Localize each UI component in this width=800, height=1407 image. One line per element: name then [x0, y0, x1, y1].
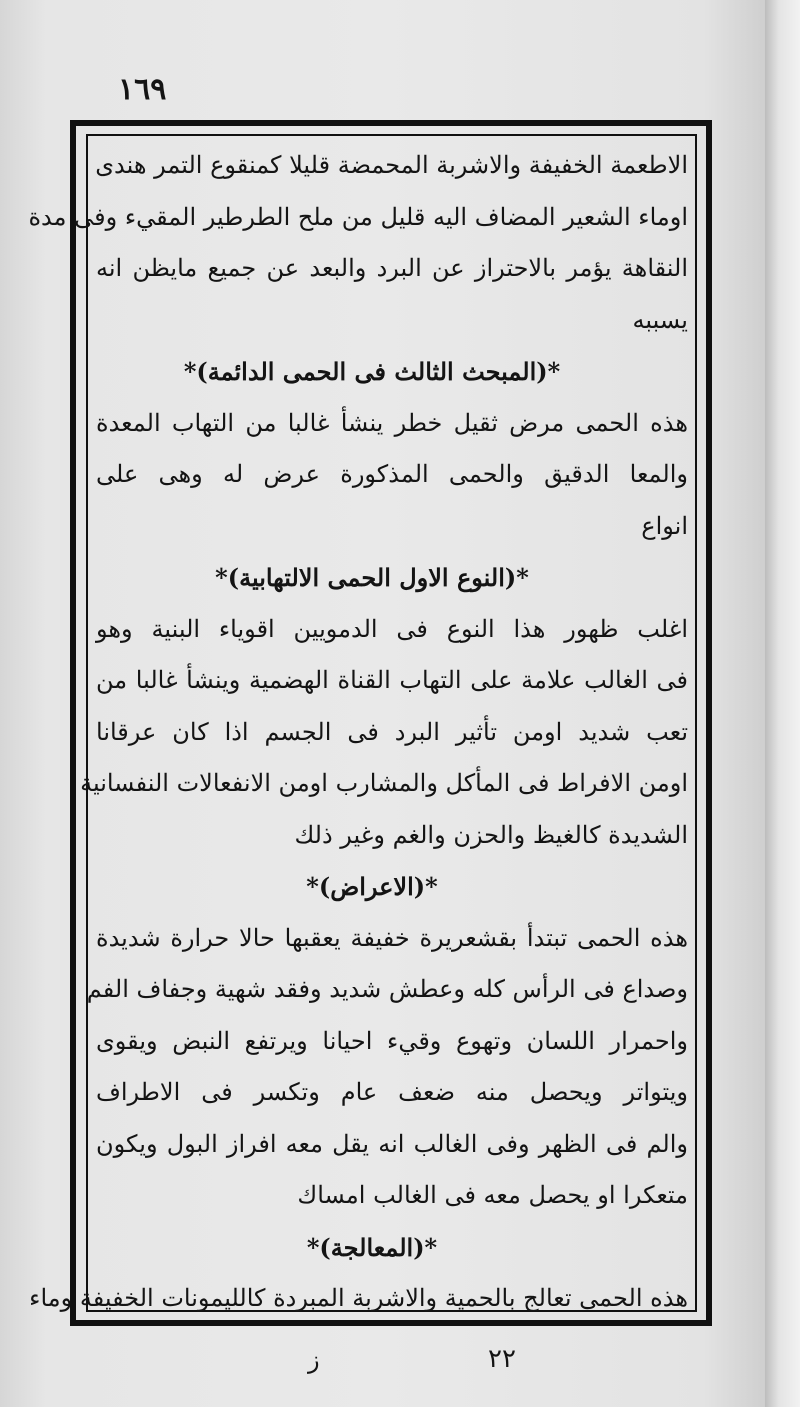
text-line: الاطعمة الخفيفة والاشربة المحمضة قليلا كمنقوع التمر هندى — [95, 151, 688, 179]
catchword: ٢٢ — [488, 1344, 516, 1374]
text-line: يسببه — [632, 305, 688, 334]
text-body — [28, 140, 688, 1325]
page-gutter — [765, 0, 800, 1407]
text-line: تعب شديد اومن تأثير البرد فى الجسم اذا كان عرقانا — [96, 717, 688, 746]
text-line: هذه الحمى مرض ثقيل خطر ينشأ غالبا من التهاب المعدة — [96, 408, 688, 437]
text-line: واحمرار اللسان وتهوع وقيء احيانا ويرتفع النبض ويقوى — [96, 1026, 688, 1055]
text-line: اغلب ظهور هذا النوع فى الدمويين اقوياء البنية وهو — [96, 614, 688, 643]
text-line: والم فى الظهر وفى الغالب انه يقل معه افراز البول ويكون — [96, 1129, 688, 1158]
text-line: وصداع فى الرأس كله وعطش شديد وفقد شهية وجفاف الفم — [86, 975, 688, 1003]
text-line: ويتواتر ويحصل منه ضعف عام وتكسر فى الاطراف — [96, 1078, 688, 1106]
text-line: متعكرا او يحصل معه فى الغالب امساك — [297, 1181, 688, 1209]
text-line: اوماء الشعير المضاف اليه قليل من ملح الطرطير المقيء وفى مدة — [28, 202, 688, 231]
text-line: هذه الحمى تبتدأ بقشعريرة خفيفة يعقبها حالا حرارة شديدة — [96, 923, 688, 952]
text-line: الشديدة كالغيظ والحزن والغم وغير ذلك — [294, 820, 688, 849]
section-heading: *(النوع الاول الحمى الالتهابية)* — [215, 563, 529, 592]
section-heading: *(المبحث الثالث فى الحمى الدائمة)* — [183, 357, 561, 386]
text-line: اومن الافراط فى المأكل والمشارب اومن الانفعالات النفسانية — [80, 769, 688, 797]
text-line: النقاهة يؤمر بالاحتراز عن البرد والبعد عن جميع مايظن انه — [96, 254, 688, 282]
section-heading: *(المعالجة)* — [306, 1232, 438, 1262]
signature-mark: ز — [308, 1346, 320, 1374]
section-heading: *(الاعراض)* — [306, 872, 438, 901]
page-number: ١٦٩ — [118, 72, 167, 107]
text-line: والمعا الدقيق والحمى المذكورة عرض له وهى على — [96, 460, 688, 488]
text-line: فى الغالب علامة على التهاب القناة الهضمية وينشأ غالبا من — [96, 666, 688, 694]
text-line: هذه الحمى تعالج بالحمية والاشربة المبردة كالليمونات الخفيفة وماء — [29, 1284, 688, 1312]
text-line: انواع — [641, 511, 688, 540]
